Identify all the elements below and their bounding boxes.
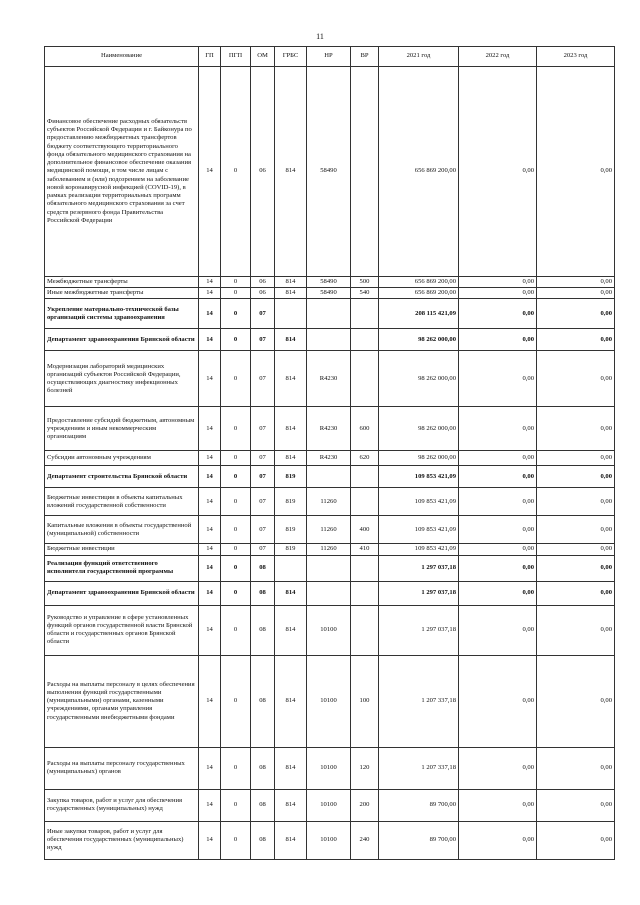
cell-y2023: 0,00: [537, 67, 615, 277]
cell-y2022: 0,00: [459, 789, 537, 821]
cell-pgp: 0: [221, 67, 251, 277]
cell-grbs: [275, 299, 307, 329]
cell-pgp: 0: [221, 407, 251, 451]
table-row: [45, 288, 615, 299]
cell-y2023: 0,00: [537, 544, 615, 555]
cell-y2021: 208 115 421,09: [379, 299, 459, 329]
cell-y2023: 0,00: [537, 488, 615, 516]
cell-vr: 240: [351, 821, 379, 859]
cell-grbs: 814: [275, 329, 307, 351]
cell-nr: 11260: [307, 544, 351, 555]
cell-pgp: 0: [221, 299, 251, 329]
cell-nr: 10100: [307, 655, 351, 747]
table-row: [45, 299, 615, 329]
cell-name: Межбюджетные трансферты: [45, 277, 199, 288]
cell-nr: [307, 329, 351, 351]
table-row: [45, 581, 615, 605]
cell-gp: 14: [199, 605, 221, 655]
cell-nr: 58490: [307, 288, 351, 299]
cell-nr: [307, 581, 351, 605]
cell-om: 07: [251, 299, 275, 329]
header-vr: ВР: [351, 47, 379, 67]
cell-name: Иные межбюджетные трансферты: [45, 288, 199, 299]
cell-om: 07: [251, 329, 275, 351]
cell-y2022: 0,00: [459, 351, 537, 407]
table-header-row: [45, 47, 615, 67]
table-row: [45, 67, 615, 277]
cell-y2022: 0,00: [459, 488, 537, 516]
cell-y2021: 98 262 000,00: [379, 329, 459, 351]
cell-name: Бюджетные инвестиции: [45, 544, 199, 555]
cell-gp: 14: [199, 451, 221, 466]
cell-y2023: 0,00: [537, 581, 615, 605]
table-row: [45, 451, 615, 466]
cell-pgp: 0: [221, 655, 251, 747]
cell-y2021: 1 207 337,18: [379, 655, 459, 747]
cell-y2023: 0,00: [537, 747, 615, 789]
cell-gp: 14: [199, 329, 221, 351]
cell-pgp: 0: [221, 581, 251, 605]
cell-gp: 14: [199, 747, 221, 789]
cell-y2022: 0,00: [459, 555, 537, 581]
cell-pgp: 0: [221, 789, 251, 821]
cell-y2023: 0,00: [537, 516, 615, 544]
header-2023: 2023 год: [537, 47, 615, 67]
cell-gp: 14: [199, 351, 221, 407]
header-name: Наименование: [45, 47, 199, 67]
cell-gp: 14: [199, 555, 221, 581]
cell-y2023: 0,00: [537, 451, 615, 466]
cell-y2022: 0,00: [459, 67, 537, 277]
cell-om: 06: [251, 277, 275, 288]
cell-y2022: 0,00: [459, 655, 537, 747]
cell-y2022: 0,00: [459, 821, 537, 859]
cell-grbs: [275, 555, 307, 581]
cell-pgp: 0: [221, 277, 251, 288]
table-row: [45, 544, 615, 555]
cell-y2021: 656 869 200,00: [379, 288, 459, 299]
cell-gp: 14: [199, 544, 221, 555]
cell-om: 08: [251, 821, 275, 859]
cell-om: 08: [251, 555, 275, 581]
header-grbs: ГРБС: [275, 47, 307, 67]
cell-y2022: 0,00: [459, 516, 537, 544]
cell-name: Иные закупки товаров, работ и услуг для обеспечения государственных (муниципальных) нужд: [45, 821, 199, 859]
cell-pgp: 0: [221, 329, 251, 351]
cell-grbs: 819: [275, 516, 307, 544]
cell-y2022: 0,00: [459, 544, 537, 555]
table-row: [45, 555, 615, 581]
cell-y2021: 89 700,00: [379, 821, 459, 859]
cell-om: 07: [251, 516, 275, 544]
table-row: [45, 488, 615, 516]
table-row: [45, 277, 615, 288]
cell-gp: 14: [199, 466, 221, 488]
cell-y2021: 109 853 421,09: [379, 544, 459, 555]
cell-nr: R4230: [307, 451, 351, 466]
cell-vr: 100: [351, 655, 379, 747]
cell-grbs: 814: [275, 277, 307, 288]
cell-y2021: 656 869 200,00: [379, 67, 459, 277]
cell-vr: 600: [351, 407, 379, 451]
table-row: [45, 821, 615, 859]
cell-name: Реализация функций ответственного исполнителя государственной программы: [45, 555, 199, 581]
table-row: [45, 407, 615, 451]
cell-nr: [307, 466, 351, 488]
cell-grbs: 819: [275, 466, 307, 488]
cell-y2022: 0,00: [459, 451, 537, 466]
cell-om: 07: [251, 544, 275, 555]
cell-vr: [351, 351, 379, 407]
cell-grbs: 819: [275, 488, 307, 516]
cell-nr: 10100: [307, 821, 351, 859]
cell-om: 07: [251, 466, 275, 488]
cell-y2023: 0,00: [537, 299, 615, 329]
cell-pgp: 0: [221, 288, 251, 299]
cell-gp: 14: [199, 789, 221, 821]
table-row: [45, 655, 615, 747]
cell-y2021: 109 853 421,09: [379, 466, 459, 488]
cell-pgp: 0: [221, 516, 251, 544]
cell-nr: [307, 299, 351, 329]
cell-grbs: 814: [275, 407, 307, 451]
cell-name: Департамент строительства Брянской области: [45, 466, 199, 488]
table-row: [45, 351, 615, 407]
header-nr: НР: [307, 47, 351, 67]
table-row: [45, 466, 615, 488]
cell-om: 06: [251, 288, 275, 299]
cell-y2023: 0,00: [537, 466, 615, 488]
cell-name: Департамент здравоохранения Брянской области: [45, 329, 199, 351]
header-gp: ГП: [199, 47, 221, 67]
cell-vr: 540: [351, 288, 379, 299]
cell-om: 07: [251, 351, 275, 407]
cell-pgp: 0: [221, 488, 251, 516]
cell-pgp: 0: [221, 466, 251, 488]
table-row: [45, 329, 615, 351]
table-row: [45, 605, 615, 655]
cell-vr: 200: [351, 789, 379, 821]
cell-y2021: 109 853 421,09: [379, 488, 459, 516]
cell-grbs: 814: [275, 351, 307, 407]
cell-y2021: 98 262 000,00: [379, 351, 459, 407]
cell-gp: 14: [199, 288, 221, 299]
cell-y2023: 0,00: [537, 288, 615, 299]
cell-vr: [351, 299, 379, 329]
page-number: 11: [316, 32, 324, 41]
cell-nr: [307, 555, 351, 581]
cell-y2023: 0,00: [537, 407, 615, 451]
cell-vr: 500: [351, 277, 379, 288]
cell-nr: 10100: [307, 605, 351, 655]
cell-y2022: 0,00: [459, 581, 537, 605]
cell-name: Модернизация лабораторий медицинских организаций субъектов Российской Федерации, осуществляющих диагностику инфекционных болезней: [45, 351, 199, 407]
cell-pgp: 0: [221, 555, 251, 581]
cell-nr: 58490: [307, 277, 351, 288]
cell-pgp: 0: [221, 351, 251, 407]
cell-y2021: 109 853 421,09: [379, 516, 459, 544]
cell-gp: 14: [199, 299, 221, 329]
cell-pgp: 0: [221, 451, 251, 466]
cell-grbs: 814: [275, 451, 307, 466]
cell-om: 08: [251, 789, 275, 821]
cell-name: Департамент здравоохранения Брянской области: [45, 581, 199, 605]
cell-vr: 410: [351, 544, 379, 555]
cell-name: Укрепление материально-технической базы организаций системы здравоохранения: [45, 299, 199, 329]
cell-y2023: 0,00: [537, 655, 615, 747]
cell-name: Предоставление субсидий бюджетным, автономным учреждениям и иным некоммерческим организациям: [45, 407, 199, 451]
cell-nr: 58490: [307, 67, 351, 277]
cell-gp: 14: [199, 655, 221, 747]
cell-vr: 620: [351, 451, 379, 466]
cell-vr: 120: [351, 747, 379, 789]
cell-y2022: 0,00: [459, 277, 537, 288]
cell-vr: [351, 488, 379, 516]
cell-y2021: 98 262 000,00: [379, 451, 459, 466]
cell-y2021: 98 262 000,00: [379, 407, 459, 451]
cell-name: Руководство и управление в сфере установленных функций органов государственной власти Брянской области и государственных органов Брянской области: [45, 605, 199, 655]
cell-gp: 14: [199, 407, 221, 451]
cell-vr: [351, 581, 379, 605]
cell-nr: 11260: [307, 516, 351, 544]
cell-gp: 14: [199, 821, 221, 859]
cell-grbs: 814: [275, 67, 307, 277]
cell-grbs: 814: [275, 288, 307, 299]
cell-grbs: 814: [275, 605, 307, 655]
header-om: ОМ: [251, 47, 275, 67]
cell-y2021: 1 297 037,18: [379, 555, 459, 581]
cell-gp: 14: [199, 277, 221, 288]
cell-pgp: 0: [221, 605, 251, 655]
cell-name: Закупка товаров, работ и услуг для обеспечения государственных (муниципальных) нужд: [45, 789, 199, 821]
cell-name: Субсидии автономным учреждениям: [45, 451, 199, 466]
cell-gp: 14: [199, 516, 221, 544]
cell-pgp: 0: [221, 747, 251, 789]
cell-name: Финансовое обеспечение расходных обязательств субъектов Российской Федерации и г. Байконура по предоставлению межбюджетных трансфертов бюджету соответствующего территориального фонда обязательного медицинского страхования на дополнительное финансовое обеспечение оказания медицинской помощи, в том числе лицам с заболеванием и (или) подозрением на заболевание новой коронавирусной инфекцией (COVID-19), в рамках реализации территориальных программ обязательного медицинского страхования за счет средств резервного фонда Правительства Российской Федерации: [45, 67, 199, 277]
cell-y2023: 0,00: [537, 821, 615, 859]
cell-y2023: 0,00: [537, 555, 615, 581]
cell-grbs: 814: [275, 747, 307, 789]
cell-y2023: 0,00: [537, 277, 615, 288]
cell-grbs: 814: [275, 789, 307, 821]
cell-y2021: 89 700,00: [379, 789, 459, 821]
cell-y2022: 0,00: [459, 288, 537, 299]
cell-nr: R4230: [307, 351, 351, 407]
cell-nr: 11260: [307, 488, 351, 516]
cell-nr: R4230: [307, 407, 351, 451]
cell-y2021: 656 869 200,00: [379, 277, 459, 288]
cell-vr: [351, 329, 379, 351]
cell-y2021: 1 297 037,18: [379, 581, 459, 605]
header-2021: 2021 год: [379, 47, 459, 67]
cell-grbs: 814: [275, 655, 307, 747]
cell-om: 07: [251, 407, 275, 451]
cell-y2022: 0,00: [459, 605, 537, 655]
cell-y2023: 0,00: [537, 329, 615, 351]
cell-grbs: 814: [275, 821, 307, 859]
cell-y2023: 0,00: [537, 351, 615, 407]
cell-vr: [351, 466, 379, 488]
cell-vr: [351, 555, 379, 581]
cell-gp: 14: [199, 581, 221, 605]
cell-vr: 400: [351, 516, 379, 544]
header-pgp: ПГП: [221, 47, 251, 67]
cell-pgp: 0: [221, 821, 251, 859]
cell-grbs: 819: [275, 544, 307, 555]
budget-table: [44, 46, 615, 860]
cell-y2021: 1 297 037,18: [379, 605, 459, 655]
cell-gp: 14: [199, 67, 221, 277]
cell-om: 08: [251, 655, 275, 747]
cell-vr: [351, 67, 379, 277]
cell-om: 07: [251, 451, 275, 466]
cell-y2022: 0,00: [459, 466, 537, 488]
cell-name: Бюджетные инвестиции в объекты капитальных вложений государственной собственности: [45, 488, 199, 516]
cell-y2022: 0,00: [459, 747, 537, 789]
cell-grbs: 814: [275, 581, 307, 605]
cell-om: 08: [251, 605, 275, 655]
cell-y2022: 0,00: [459, 329, 537, 351]
cell-om: 08: [251, 747, 275, 789]
cell-y2023: 0,00: [537, 789, 615, 821]
table-row: [45, 789, 615, 821]
cell-om: 08: [251, 581, 275, 605]
header-2022: 2022 год: [459, 47, 537, 67]
cell-name: Капитальные вложения в объекты государственной (муниципальной) собственности: [45, 516, 199, 544]
cell-y2021: 1 207 337,18: [379, 747, 459, 789]
cell-y2023: 0,00: [537, 605, 615, 655]
cell-gp: 14: [199, 488, 221, 516]
table-row: [45, 747, 615, 789]
cell-name: Расходы на выплаты персоналу государственных (муниципальных) органов: [45, 747, 199, 789]
table-row: [45, 516, 615, 544]
cell-y2022: 0,00: [459, 407, 537, 451]
cell-om: 07: [251, 488, 275, 516]
cell-y2022: 0,00: [459, 299, 537, 329]
cell-om: 06: [251, 67, 275, 277]
cell-name: Расходы на выплаты персоналу в целях обеспечения выполнения функций государственными (муниципальными) органами, казенными учреждениями, органами управления государственными внебюджетными фондами: [45, 655, 199, 747]
cell-nr: 10100: [307, 789, 351, 821]
cell-pgp: 0: [221, 544, 251, 555]
cell-nr: 10100: [307, 747, 351, 789]
cell-vr: [351, 605, 379, 655]
